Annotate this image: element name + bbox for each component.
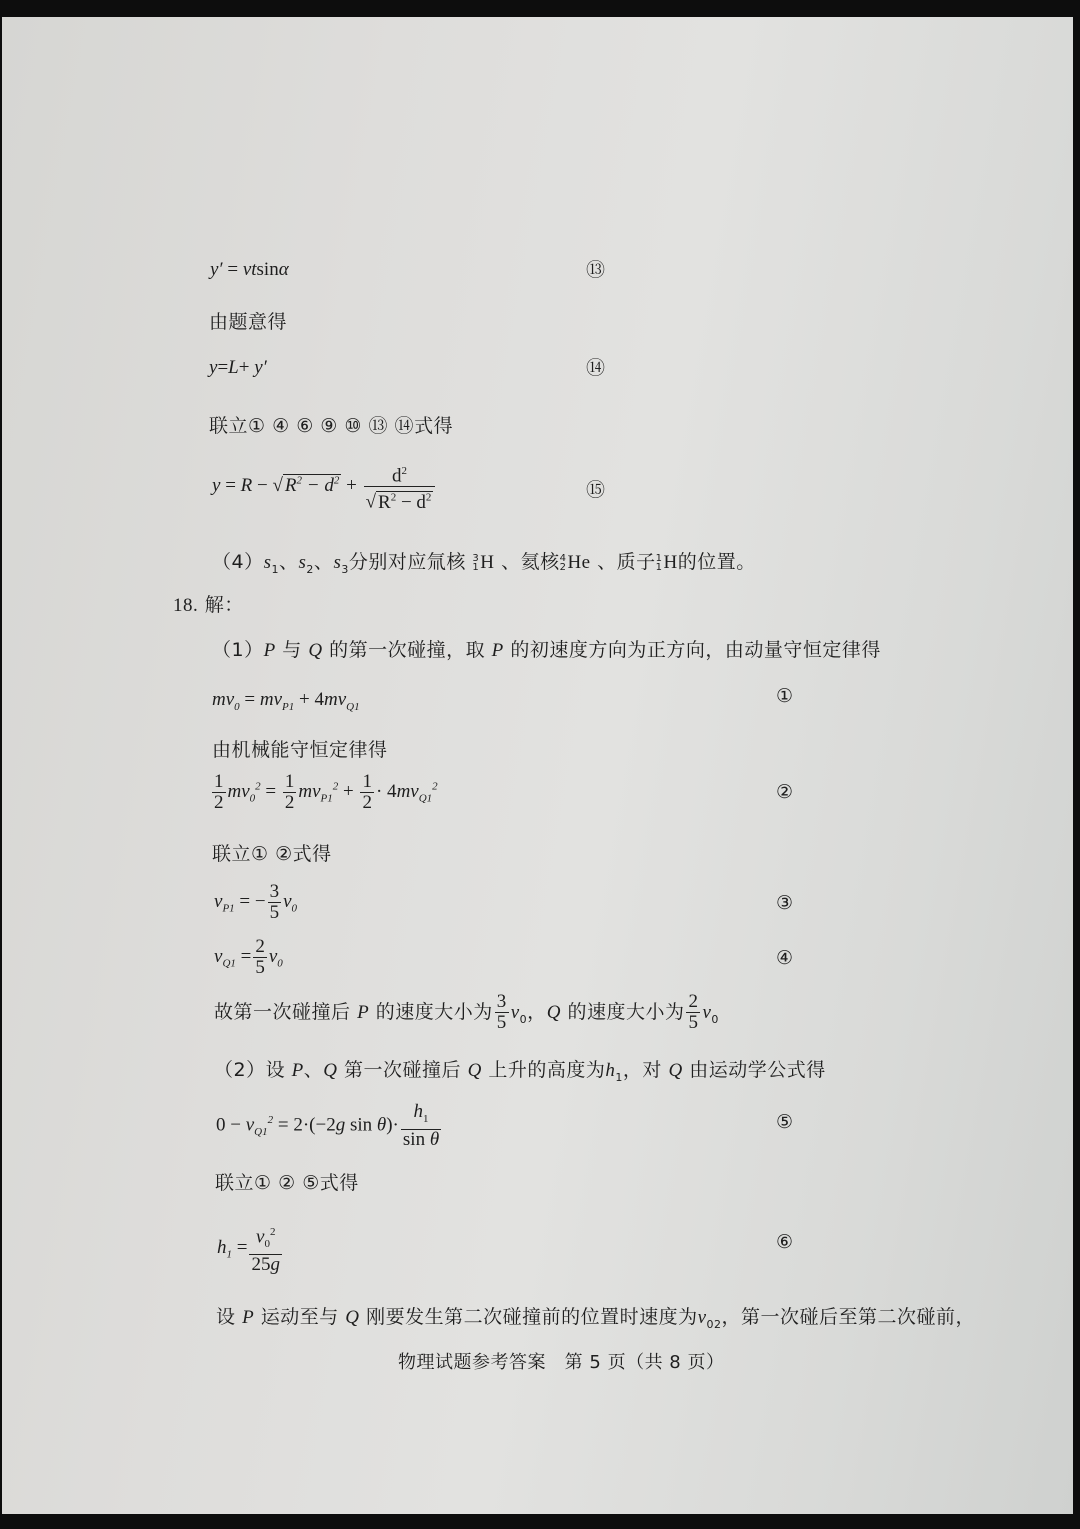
equation-number-1: ①	[776, 685, 794, 707]
equation-number-15: ⑮	[586, 479, 606, 501]
footer-subject: 物理试题参考答案	[398, 1352, 546, 1373]
equation-2: $\frac{1}{2}$ $mv_0^2$ = $\frac{1}{2}$ $mv_{P1}^2$ + $\frac{1}{2}$ · $4mv_{Q1}^2$	[214, 771, 438, 813]
equation-4: $v_{Q1}$ = $\frac{2}{5}$ $v_0$	[214, 936, 283, 978]
equation-number-2: ②	[776, 781, 794, 803]
equation-number-4: ④	[776, 947, 794, 969]
part-2-intro: （2）设 P、Q 第一次碰撞后 Q 上升的高度为$h_1$，对 Q 由运动学公式得	[214, 1059, 826, 1084]
equation-1: $mv_0 = mv_{P1} + 4mv_{Q1}$	[212, 689, 360, 713]
text-second-collision-setup: 设 P 运动至与 Q 刚要发生第二次碰撞前的位置时速度为$v_{02}$，第一次碰后至第二次碰前，	[216, 1306, 976, 1331]
exam-answer-page	[2, 17, 1073, 1514]
equation-3: $v_{P1}$ = − $\frac{3}{5}$ $v_0$	[214, 881, 298, 923]
equation-14: y=L+ y′	[209, 357, 267, 378]
part-1-intro: （1）P 与 Q 的第一次碰撞，取 P 的初速度方向为正方向，由动量守恒定律得	[212, 639, 881, 661]
equation-number-14: ⑭	[586, 357, 606, 379]
text-combine-1-2-5: 联立① ② ⑤式得	[215, 1172, 359, 1194]
text-combine-equations: 联立① ④ ⑥ ⑨ ⑩ ⑬ ⑭式得	[209, 415, 454, 437]
equation-5: $0 - v_{Q1}^2 = 2\cdot(-2g$ sin θ)· $\frac{h_1}{\text{sin θ}}$	[216, 1101, 440, 1150]
part-4-text: $(4)s_1$、$s_2$、$s_3$分别对应氚核 3 1 H 、氦核 4 2 He 、质子 1 1 H的位置。	[212, 551, 756, 576]
equation-15: y = R − √ $R^2 - d^2$ + $\frac{d^2}{√ R^2 - d^2}$	[212, 461, 437, 513]
footer-page-number: 第 5 页（共 8 页）	[564, 1352, 725, 1373]
question-18-header: 18. 解：	[173, 594, 244, 616]
equation-number-13: ⑬	[586, 259, 606, 281]
equation-number-6: ⑥	[776, 1231, 794, 1253]
text-combine-1-2: 联立① ②式得	[212, 843, 332, 865]
equation-13: y′ = vtsinα	[210, 259, 289, 280]
equation-6: $h_1$ = $\frac{v_0^2}{25g}$	[217, 1222, 284, 1275]
text-by-meaning: 由题意得	[209, 311, 288, 333]
conclusion-part-1: 故第一次碰撞后 P 的速度大小为 $\frac{3}{5}$ $v_0$，Q 的速度大小为 $\frac{2}{5}$ $v_0$	[214, 991, 719, 1033]
equation-number-3: ③	[776, 892, 794, 914]
text-energy-conservation: 由机械能守恒定律得	[212, 739, 388, 761]
page-footer	[398, 1348, 724, 1374]
equation-number-5: ⑤	[776, 1111, 794, 1133]
